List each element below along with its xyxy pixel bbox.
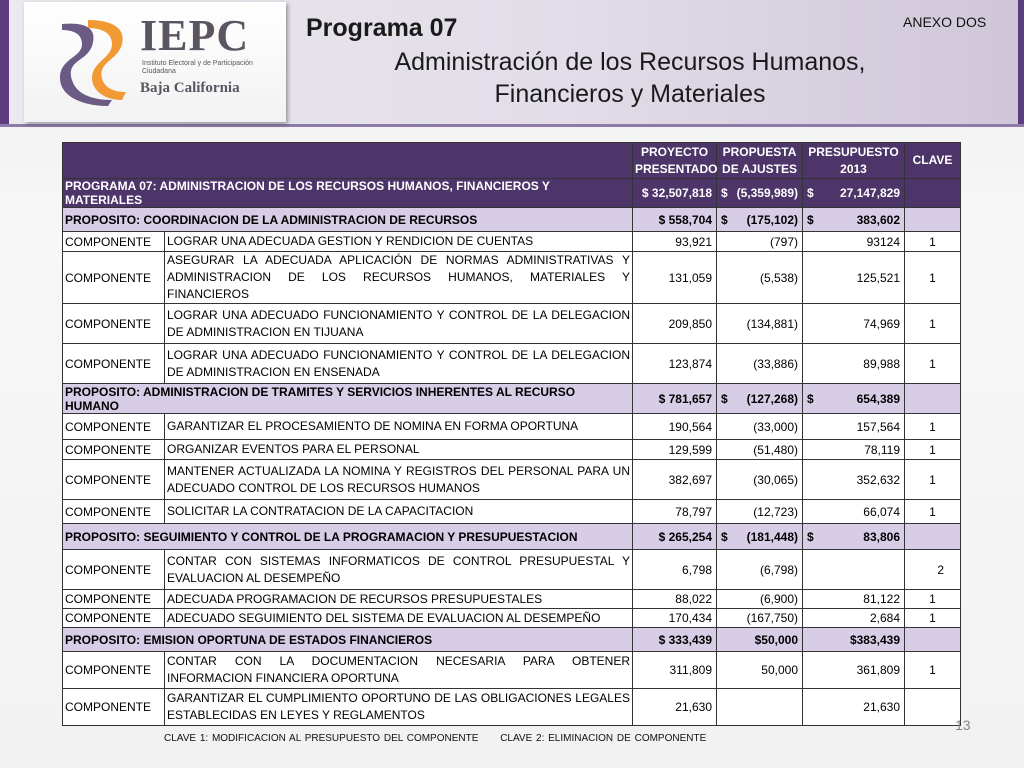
- purpose-presupuesto-value: $383,439: [849, 632, 900, 647]
- component-presupuesto: 89,988: [803, 344, 905, 384]
- component-description: ORGANIZAR EVENTOS PARA EL PERSONAL: [165, 440, 633, 460]
- component-type: COMPONENTE: [63, 609, 165, 628]
- component-row: [63, 232, 961, 252]
- component-ajuste: (33,000): [717, 414, 803, 440]
- component-ajuste: (33,886): [717, 344, 803, 384]
- component-proyecto: 209,850: [633, 304, 717, 344]
- component-type: COMPONENTE: [63, 414, 165, 440]
- logo-institute-name: Instituto Electoral y de Participación Ciudadana: [142, 60, 253, 75]
- component-description: ASEGURAR LA ADECUADA APLICACIÓN DE NORMAS ADMINISTRATIVAS Y ADMINISTRACION DE LOS RECURSOS HUMANOS, MATERIALES Y FINANCIEROS: [165, 252, 633, 304]
- purpose-ajuste-value: (127,268): [746, 391, 798, 406]
- purpose-ajuste: [717, 524, 803, 550]
- program-row: [63, 179, 961, 208]
- component-description: LOGRAR UNA ADECUADO FUNCIONAMIENTO Y CONTROL DE LA DELEGACION DE ADMINISTRACION EN TIJUANA: [165, 304, 633, 344]
- component-row: [63, 344, 961, 384]
- iepc-logo: [24, 2, 286, 122]
- header-divider: [0, 124, 1024, 127]
- currency-symbol: $: [721, 529, 728, 544]
- component-proyecto: 6,798: [633, 550, 717, 590]
- footer-note-clave-1: CLAVE 1: MODIFICACION AL PRESUPUESTO DEL COMPONENTE: [164, 733, 479, 744]
- program-proyecto: $ 32,507,818: [633, 179, 717, 208]
- component-type: COMPONENTE: [63, 440, 165, 460]
- component-description: LOGRAR UNA ADECUADO FUNCIONAMIENTO Y CONTROL DE LA DELEGACION DE ADMINISTRACION EN ENSENADA: [165, 344, 633, 384]
- component-type: COMPONENTE: [63, 500, 165, 524]
- header-band: [0, 0, 1024, 126]
- component-clave: 1: [905, 232, 961, 252]
- program-presupuesto: [803, 179, 905, 208]
- component-type: COMPONENTE: [63, 652, 165, 689]
- component-ajuste: (167,750): [717, 609, 803, 628]
- component-row: [63, 500, 961, 524]
- component-ajuste: 50,000: [717, 652, 803, 689]
- component-ajuste: (797): [717, 232, 803, 252]
- iepc-logo-mark-icon: [52, 16, 134, 106]
- purpose-ajuste: [717, 384, 803, 414]
- table-header-row: [63, 143, 961, 179]
- component-description: MANTENER ACTUALIZADA LA NOMINA Y REGISTROS DEL PERSONAL PARA UN ADECUADO CONTROL DE LOS RECURSOS HUMANOS: [165, 460, 633, 500]
- component-clave: 1: [905, 609, 961, 628]
- component-presupuesto: 21,630: [803, 689, 905, 726]
- purpose-row: [63, 628, 961, 652]
- component-presupuesto: [803, 550, 905, 590]
- purpose-label: PROPOSITO: COORDINACION DE LA ADMINISTRACION DE RECURSOS: [63, 208, 633, 232]
- component-proyecto: 93,921: [633, 232, 717, 252]
- component-clave: 1: [905, 590, 961, 609]
- component-ajuste: (51,480): [717, 440, 803, 460]
- component-ajuste: (5,538): [717, 252, 803, 304]
- program-title: Programa 07: [306, 14, 458, 42]
- component-presupuesto: 66,074: [803, 500, 905, 524]
- purpose-presupuesto: [803, 628, 905, 652]
- purpose-clave: [905, 524, 961, 550]
- component-type: COMPONENTE: [63, 232, 165, 252]
- purpose-presupuesto-value: 654,389: [856, 391, 900, 406]
- header-proyecto: PROYECTO PRESENTADO: [633, 143, 717, 179]
- purpose-ajuste-value: $50,000: [754, 632, 798, 647]
- subtitle-line-2: Financieros y Materiales: [494, 80, 766, 108]
- purpose-label: PROPOSITO: ADMINISTRACION DE TRAMITES Y SERVICIOS INHERENTES AL RECURSO HUMANO: [63, 384, 633, 414]
- component-ajuste: (134,881): [717, 304, 803, 344]
- component-clave: 1: [905, 344, 961, 384]
- currency-symbol: $: [721, 212, 728, 227]
- subtitle-line-1: Administración de los Recursos Humanos,: [394, 48, 866, 76]
- component-proyecto: 311,809: [633, 652, 717, 689]
- program-clave: [905, 179, 961, 208]
- component-description: GARANTIZAR EL PROCESAMIENTO DE NOMINA EN FORMA OPORTUNA: [165, 414, 633, 440]
- component-type: COMPONENTE: [63, 590, 165, 609]
- component-row: [63, 550, 961, 590]
- component-presupuesto: 74,969: [803, 304, 905, 344]
- program-ajuste-value: (5,359,989): [736, 186, 798, 200]
- purpose-proyecto: $ 333,439: [633, 628, 717, 652]
- component-row: [63, 440, 961, 460]
- purpose-proyecto: $ 265,254: [633, 524, 717, 550]
- component-type: COMPONENTE: [63, 252, 165, 304]
- table-body: [63, 179, 961, 726]
- currency-symbol: $: [807, 529, 814, 544]
- component-presupuesto: 81,122: [803, 590, 905, 609]
- component-row: [63, 609, 961, 628]
- currency-symbol: $: [721, 186, 728, 200]
- program-presupuesto-value: 27,147,829: [839, 186, 900, 200]
- component-ajuste: (12,723): [717, 500, 803, 524]
- purpose-proyecto: $ 558,704: [633, 208, 717, 232]
- purpose-row: [63, 208, 961, 232]
- logo-state: Baja California: [140, 80, 240, 96]
- purpose-presupuesto: [803, 384, 905, 414]
- component-type: COMPONENTE: [63, 460, 165, 500]
- component-proyecto: 129,599: [633, 440, 717, 460]
- component-clave: 1: [905, 652, 961, 689]
- currency-symbol: $: [807, 212, 814, 227]
- currency-symbol: $: [807, 391, 814, 406]
- component-clave: 1: [905, 460, 961, 500]
- component-presupuesto: 361,809: [803, 652, 905, 689]
- purpose-clave: [905, 384, 961, 414]
- component-presupuesto: 125,521: [803, 252, 905, 304]
- component-description: LOGRAR UNA ADECUADA GESTION Y RENDICION DE CUENTAS: [165, 232, 633, 252]
- purpose-presupuesto-value: 83,806: [863, 529, 900, 544]
- purpose-label: PROPOSITO: SEGUIMIENTO Y CONTROL DE LA PROGRAMACION Y PRESUPUESTACION: [63, 524, 633, 550]
- header-clave: CLAVE: [905, 143, 961, 179]
- component-proyecto: 88,022: [633, 590, 717, 609]
- component-proyecto: 21,630: [633, 689, 717, 726]
- header-ajustes: PROPUESTA DE AJUSTES: [717, 143, 803, 179]
- annex-label: ANEXO DOS: [903, 14, 987, 30]
- component-proyecto: 170,434: [633, 609, 717, 628]
- header-presupuesto: PRESUPUESTO 2013: [803, 143, 905, 179]
- component-clave: 1: [905, 252, 961, 304]
- component-clave: 1: [905, 414, 961, 440]
- footer-notes: [164, 733, 724, 744]
- component-type: COMPONENTE: [63, 689, 165, 726]
- component-presupuesto: 352,632: [803, 460, 905, 500]
- component-ajuste: (6,798): [717, 550, 803, 590]
- purpose-row: [63, 524, 961, 550]
- purpose-clave: [905, 208, 961, 232]
- header-right-accent: [1018, 0, 1024, 126]
- component-presupuesto: 78,119: [803, 440, 905, 460]
- component-description: ADECUADA PROGRAMACION DE RECURSOS PRESUPUESTALES: [165, 590, 633, 609]
- component-type: COMPONENTE: [63, 344, 165, 384]
- component-description: GARANTIZAR EL CUMPLIMIENTO OPORTUNO DE LAS OBLIGACIONES LEGALES ESTABLECIDAS EN LEYES Y REGLAMENTOS: [165, 689, 633, 726]
- component-ajuste: [717, 689, 803, 726]
- purpose-ajuste: [717, 208, 803, 232]
- component-clave: 2: [905, 550, 961, 590]
- component-clave: 1: [905, 440, 961, 460]
- component-type: COMPONENTE: [63, 550, 165, 590]
- component-proyecto: 78,797: [633, 500, 717, 524]
- component-presupuesto: 2,684: [803, 609, 905, 628]
- currency-symbol: $: [807, 186, 814, 200]
- program-ajuste: [717, 179, 803, 208]
- component-ajuste: (6,900): [717, 590, 803, 609]
- purpose-presupuesto: [803, 208, 905, 232]
- purpose-ajuste: [717, 628, 803, 652]
- component-clave: 1: [905, 304, 961, 344]
- component-row: [63, 304, 961, 344]
- purpose-proyecto: $ 781,657: [633, 384, 717, 414]
- component-description: SOLICITAR LA CONTRATACION DE LA CAPACITACION: [165, 500, 633, 524]
- program-label: PROGRAMA 07: ADMINISTRACION DE LOS RECURSOS HUMANOS, FINANCIEROS Y MATERIALES: [63, 179, 633, 208]
- component-ajuste: (30,065): [717, 460, 803, 500]
- component-row: [63, 652, 961, 689]
- purpose-presupuesto-value: 383,602: [856, 212, 900, 227]
- component-row: [63, 689, 961, 726]
- component-presupuesto: 93124: [803, 232, 905, 252]
- component-description: CONTAR CON LA DOCUMENTACION NECESARIA PARA OBTENER INFORMACION FINANCIERA OPORTUNA: [165, 652, 633, 689]
- purpose-ajuste-value: (175,102): [746, 212, 798, 227]
- header-blank-cell: [63, 143, 633, 179]
- component-proyecto: 131,059: [633, 252, 717, 304]
- page-subtitle: [330, 46, 930, 110]
- component-row: [63, 590, 961, 609]
- purpose-ajuste-value: (181,448): [746, 529, 798, 544]
- purpose-clave: [905, 628, 961, 652]
- component-clave: [905, 689, 961, 726]
- footer-note-clave-2: CLAVE 2: ELIMINACION DE COMPONENTE: [500, 733, 707, 744]
- component-proyecto: 123,874: [633, 344, 717, 384]
- component-type: COMPONENTE: [63, 304, 165, 344]
- component-presupuesto: 157,564: [803, 414, 905, 440]
- component-description: CONTAR CON SISTEMAS INFORMATICOS DE CONTROL PRESUPUESTAL Y EVALUACION AL DESEMPEÑO: [165, 550, 633, 590]
- currency-symbol: $: [721, 391, 728, 406]
- component-row: [63, 460, 961, 500]
- purpose-presupuesto: [803, 524, 905, 550]
- header-left-accent: [0, 0, 9, 126]
- page-number: 13: [955, 717, 971, 733]
- component-row: [63, 252, 961, 304]
- purpose-label: PROPOSITO: EMISION OPORTUNA DE ESTADOS FINANCIEROS: [63, 628, 633, 652]
- component-proyecto: 190,564: [633, 414, 717, 440]
- component-proyecto: 382,697: [633, 460, 717, 500]
- budget-table: [62, 142, 961, 726]
- component-clave: 1: [905, 500, 961, 524]
- component-description: ADECUADO SEGUIMIENTO DEL SISTEMA DE EVALUACION AL DESEMPEÑO: [165, 609, 633, 628]
- purpose-row: [63, 384, 961, 414]
- component-row: [63, 414, 961, 440]
- logo-wordmark: IEPC: [140, 11, 250, 60]
- budget-table-container: [62, 142, 960, 726]
